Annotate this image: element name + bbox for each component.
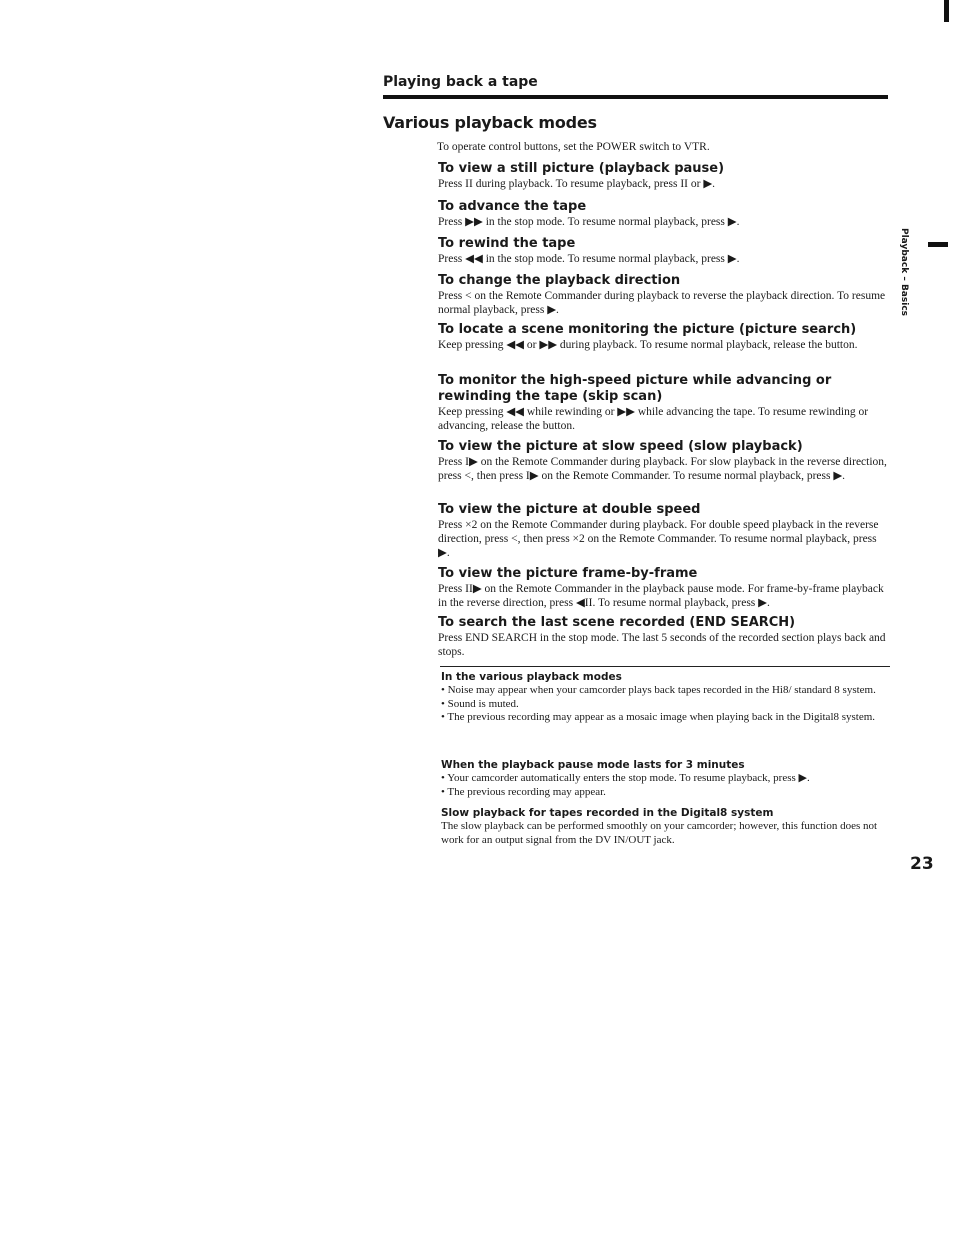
list-item: • The previous recording may appear as a mosaic image when playing back in the Digital8 system. <box>441 711 876 723</box>
entry-skip-scan <box>438 373 890 433</box>
note-list <box>441 772 891 799</box>
entry-title: To view the picture at slow speed (slow playback) <box>438 439 803 454</box>
entry-title: To locate a scene monitoring the picture (picture search) <box>438 322 857 337</box>
note-list <box>441 684 891 725</box>
note-slow-playback <box>441 807 891 847</box>
list-item: • Sound is muted. <box>441 697 519 710</box>
page-header: Playing back a tape <box>383 74 538 90</box>
entry-slow-playback <box>438 439 890 483</box>
entry-body: Keep pressing ◀◀ while rewinding or ▶▶ while advancing the tape. To resume rewinding or advancing, release the button. <box>438 406 869 432</box>
entry-end-search <box>438 615 890 659</box>
entry-rewind <box>438 236 890 266</box>
entry-frame-by-frame <box>438 566 890 610</box>
entry-title: To view the picture at double speed <box>438 502 701 517</box>
entry-body: Press ▶▶ in the stop mode. To resume normal playback, press ▶. <box>438 216 740 228</box>
note-title: Slow playback for tapes recorded in the Digital8 system <box>441 807 774 819</box>
edge-marker <box>944 0 949 22</box>
note-title: When the playback pause mode lasts for 3 minutes <box>441 759 745 771</box>
note-playback-modes <box>441 671 891 725</box>
entry-title: To rewind the tape <box>438 236 576 251</box>
side-label: Playback – Basics <box>899 228 909 317</box>
list-item: • The previous recording may appear. <box>441 785 606 798</box>
note-text: The slow playback can be performed smoothly on your camcorder; however, this function does not work for an output signal from the DV IN/OUT jack. <box>441 820 878 846</box>
entry-body: Press ×2 on the Remote Commander during playback. For double speed playback in the reverse direction, press <, then press ×2 on the Remote Commander. To resume normal playback, press ▶. <box>438 519 879 559</box>
notes-divider <box>440 666 890 667</box>
entry-direction <box>438 273 890 317</box>
header-rule <box>383 95 888 99</box>
entry-title: To view the picture frame-by-frame <box>438 566 698 581</box>
entry-title: To advance the tape <box>438 199 587 214</box>
entry-title: To monitor the high-speed picture while advancing or rewinding the tape (skip scan) <box>438 373 832 404</box>
note-pause-mode <box>441 759 891 799</box>
entry-picture-search <box>438 322 890 352</box>
entry-title: To view a still picture (playback pause) <box>438 161 725 176</box>
entry-body: Keep pressing ◀◀ or ▶▶ during playback. To resume normal playback, release the button. <box>438 339 858 351</box>
note-title: In the various playback modes <box>441 671 622 683</box>
entry-body: Press ◀◀ in the stop mode. To resume normal playback, press ▶. <box>438 253 740 265</box>
side-tab-marker <box>928 242 948 247</box>
entry-body: Press END SEARCH in the stop mode. The last 5 seconds of the recorded section plays back and stops. <box>438 632 886 658</box>
entry-title: To change the playback direction <box>438 273 681 288</box>
entry-double-speed <box>438 502 890 560</box>
list-item: • Your camcorder automatically enters the stop mode. To resume playback, press ▶. <box>441 772 810 784</box>
entry-title: To search the last scene recorded (END SEARCH) <box>438 615 796 630</box>
list-item: • Noise may appear when your camcorder plays back tapes recorded in the Hi8/ standard 8 system. <box>441 684 876 696</box>
intro-text: To operate control buttons, set the POWER switch to VTR. <box>437 141 710 153</box>
entry-still-picture <box>438 161 890 191</box>
page-number: 23 <box>910 854 934 874</box>
section-title: Various playback modes <box>383 113 597 132</box>
entry-advance <box>438 199 890 229</box>
entry-body: Press I▶ on the Remote Commander during playback. For slow playback in the reverse direction, press <, then press I▶ on the Remote Commander. To resume normal playback, press ▶. <box>438 456 887 482</box>
entry-body: Press II during playback. To resume playback, press II or ▶. <box>438 178 716 190</box>
entry-body: Press II▶ on the Remote Commander in the playback pause mode. For frame-by-frame playback in the reverse direction, press ◀II. To resume normal playback, press ▶. <box>438 583 884 609</box>
entry-body: Press < on the Remote Commander during playback to reverse the playback direction. To resume normal playback, press ▶. <box>438 290 886 316</box>
